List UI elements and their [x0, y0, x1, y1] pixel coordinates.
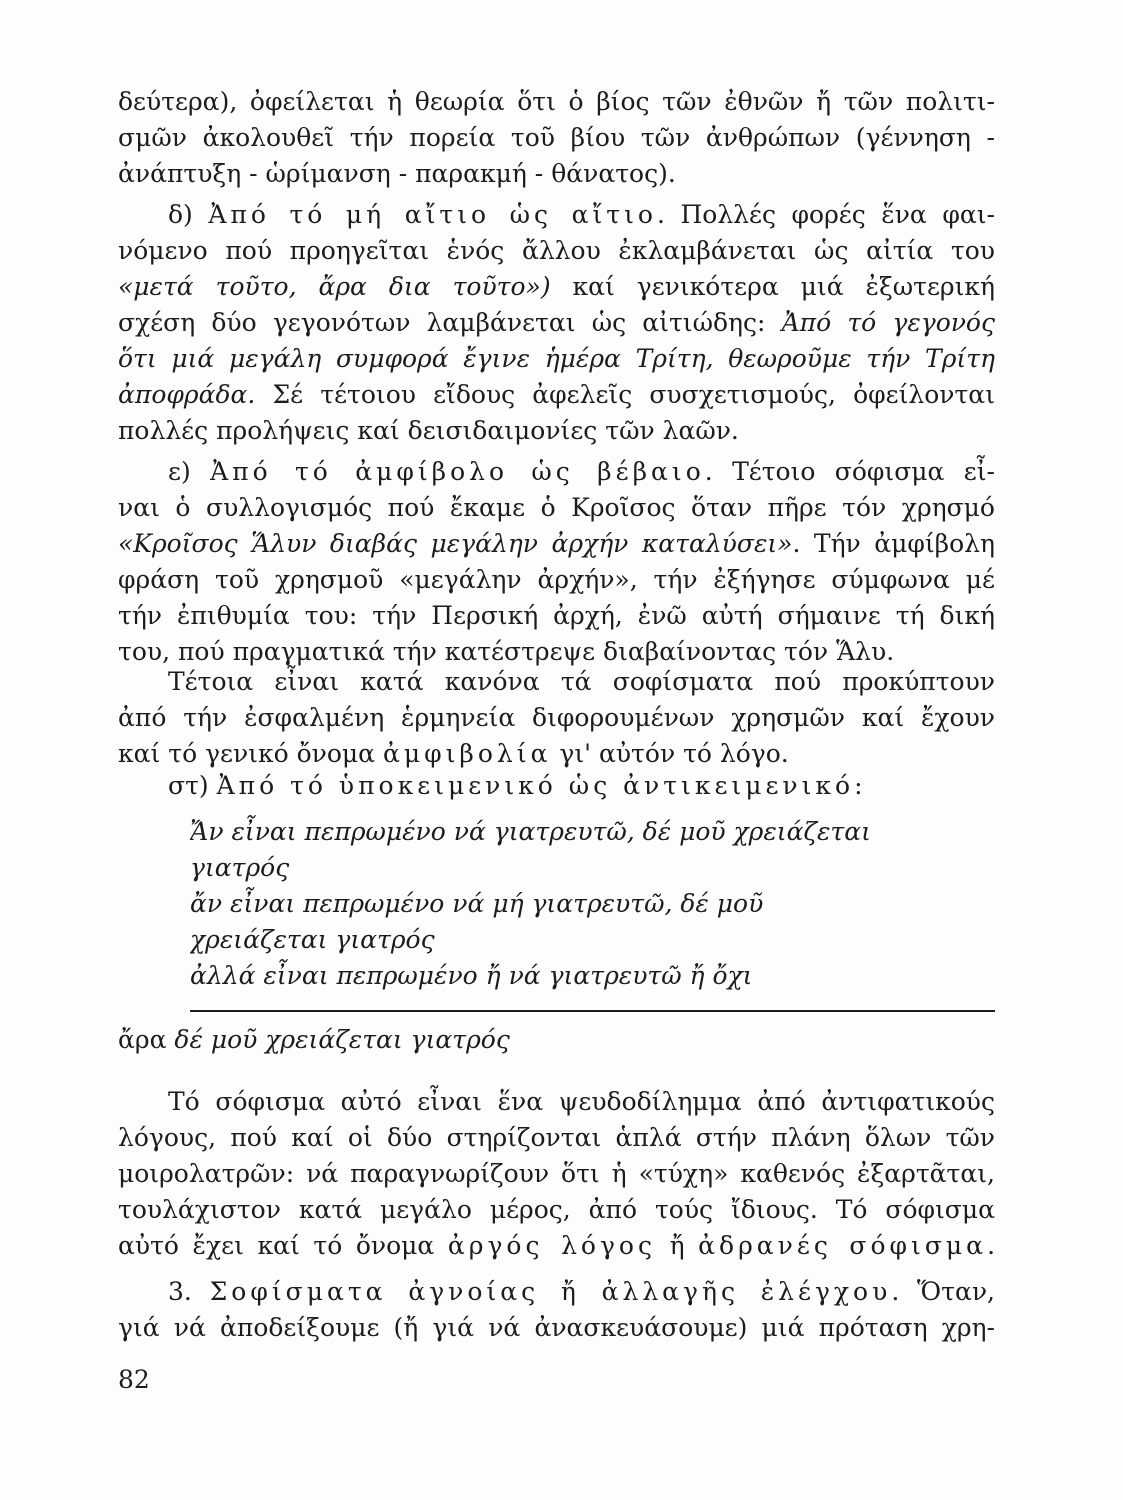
text-line: τουλάχιστον κατά μεγάλο μέρος, ἀπό τούς ἴδιους. Τό σόφισμα: [118, 1195, 995, 1224]
text-line: λόγους, πού καί οἱ δύο στηρίζονται ἁπλά στήν πλάνη ὅλων τῶν: [118, 1123, 995, 1152]
page-number: 82: [118, 1365, 150, 1394]
text-line: «Κροῖσος Ἅλυν διαβάς μεγάλην ἀρχήν καταλύσει». Τήν ἀμφίβολη: [118, 529, 995, 558]
text-line: καί τό γενικό ὄνομα ἀμφιβολία γι' αὐτόν τό λόγο.: [118, 739, 789, 768]
text-line: του, πού πραγματικά τήν κατέστρεψε διαβαίνοντας τόν Ἅλυ.: [118, 637, 895, 666]
conclusion-rule: [190, 1010, 995, 1012]
text-line: ε) Ἀπό τό ἀμφίβολο ὡς βέβαιο. Τέτοιο σόφισμα εἶ-: [168, 457, 995, 486]
heading-spaced: Ἀπό τό ἀμφίβολο ὡς βέβαιο: [210, 457, 705, 486]
term-spaced: ἀμφιβολία: [382, 739, 552, 768]
text-line: γιά νά ἀποδείξουμε (ἤ γιά νά ἀνασκευάσουμε) μιά πρόταση χρη-: [118, 1313, 995, 1342]
text-line: σμῶν ἀκολουθεῖ τήν πορεία τοῦ βίου τῶν ἀνθρώπων (γέννηση -: [118, 123, 995, 152]
text-line: νόμενο πού προηγεῖται ἑνός ἄλλου ἐκλαμβάνεται ὡς αἰτία του: [118, 236, 995, 265]
text-line: 3. Σοφίσματα ἀγνοίας ἤ ἀλλαγῆς ἐλέγχου. Ὅταν,: [168, 1277, 995, 1306]
text-line: ἀποφράδα. Σέ τέτοιου εἴδους ἀφελεῖς συσχετισμούς, ὀφείλονται: [118, 380, 995, 409]
text-line: Τέτοια εἶναι κατά κανόνα τά σοφίσματα πού προκύπτουν: [168, 667, 995, 696]
text-line: φράση τοῦ χρησμοῦ «μεγάλην ἀρχήν», τήν ἐξήγησε σύμφωνα μέ: [118, 565, 995, 594]
text-line: ναι ὁ συλλογισμός πού ἔκαμε ὁ Κροῖσος ὅταν πῆρε τόν χρησμό: [118, 493, 995, 522]
term-spaced: ἀργός λόγος: [447, 1231, 656, 1260]
text-line: τήν ἐπιθυμία του: τήν Περσική ἀρχή, ἐνῶ αὐτή σήμαινε τή δική: [118, 601, 995, 630]
text-line: Τό σόφισμα αὐτό εἶναι ἕνα ψευδοδίλημμα ἀπό ἀντιφατικούς: [168, 1087, 995, 1116]
text-line: στ) Ἀπό τό ὑποκειμενικό ὡς ἀντικειμενικό:: [168, 771, 863, 800]
conclusion-line: ἄρα δέ μοῦ χρειάζεται γιατρός: [118, 1025, 510, 1054]
text-line: ἀνάπτυξη - ὡρίμανση - παρακμή - θάνατος).: [118, 159, 676, 188]
text-line: «μετά τοῦτο, ἄρα δια τοῦτο») καί γενικότερα μιά ἐξωτερική: [118, 272, 995, 301]
syllogism-line: γιατρός: [190, 853, 290, 882]
syllogism-line: Ἄν εἶναι πεπρωμένο νά γιατρευτῶ, δέ μοῦ χρειάζεται: [190, 817, 871, 846]
heading-spaced: Ἀπό τό ὑποκειμενικό ὡς ἀντικειμενικό: [216, 771, 855, 800]
text-line: μοιρολατρῶν: νά παραγνωρίζουν ὅτι ἡ «τύχη» καθενός ἐξαρτᾶται,: [118, 1159, 995, 1188]
syllogism-line: ἀλλά εἶναι πεπρωμένο ἤ νά γιατρευτῶ ἤ ὄχι: [190, 961, 753, 990]
section-heading: Σοφίσματα ἀγνοίας ἤ ἀλλαγῆς ἐλέγχου: [209, 1277, 892, 1306]
text-line: δ) Ἀπό τό μή αἴτιο ὡς αἴτιο. Πολλές φορές ἕνα φαι-: [168, 200, 995, 229]
text-line: δεύτερα), ὀφείλεται ἡ θεωρία ὅτι ὁ βίος τῶν ἐθνῶν ἤ τῶν πολιτι-: [118, 87, 995, 116]
syllogism-line: ἄν εἶναι πεπρωμένο νά μή γιατρευτῶ, δέ μοῦ: [190, 889, 764, 918]
text-line: ὅτι μιά μεγάλη συμφορά ἔγινε ἡμέρα Τρίτη, θεωροῦμε τήν Τρίτη: [118, 344, 995, 373]
heading-spaced: Ἀπό τό μή αἴτιο ὡς αἴτιο: [208, 200, 657, 229]
term-spaced: ἀδρανές σόφισμα: [698, 1231, 988, 1260]
text-line: αὐτό ἔχει καί τό ὄνομα ἀργός λόγος ἤ ἀδρανές σόφισμα.: [118, 1231, 995, 1260]
text-line: πολλές προλήψεις καί δεισιδαιμονίες τῶν λαῶν.: [118, 416, 739, 445]
text-line: σχέση δύο γεγονότων λαμβάνεται ὡς αἰτιώδης: Ἀπό τό γεγονός: [118, 308, 995, 337]
syllogism-line: χρειάζεται γιατρός: [190, 925, 435, 954]
text-line: ἀπό τήν ἐσφαλμένη ἑρμηνεία διφορουμένων χρησμῶν καί ἔχουν: [118, 703, 995, 732]
